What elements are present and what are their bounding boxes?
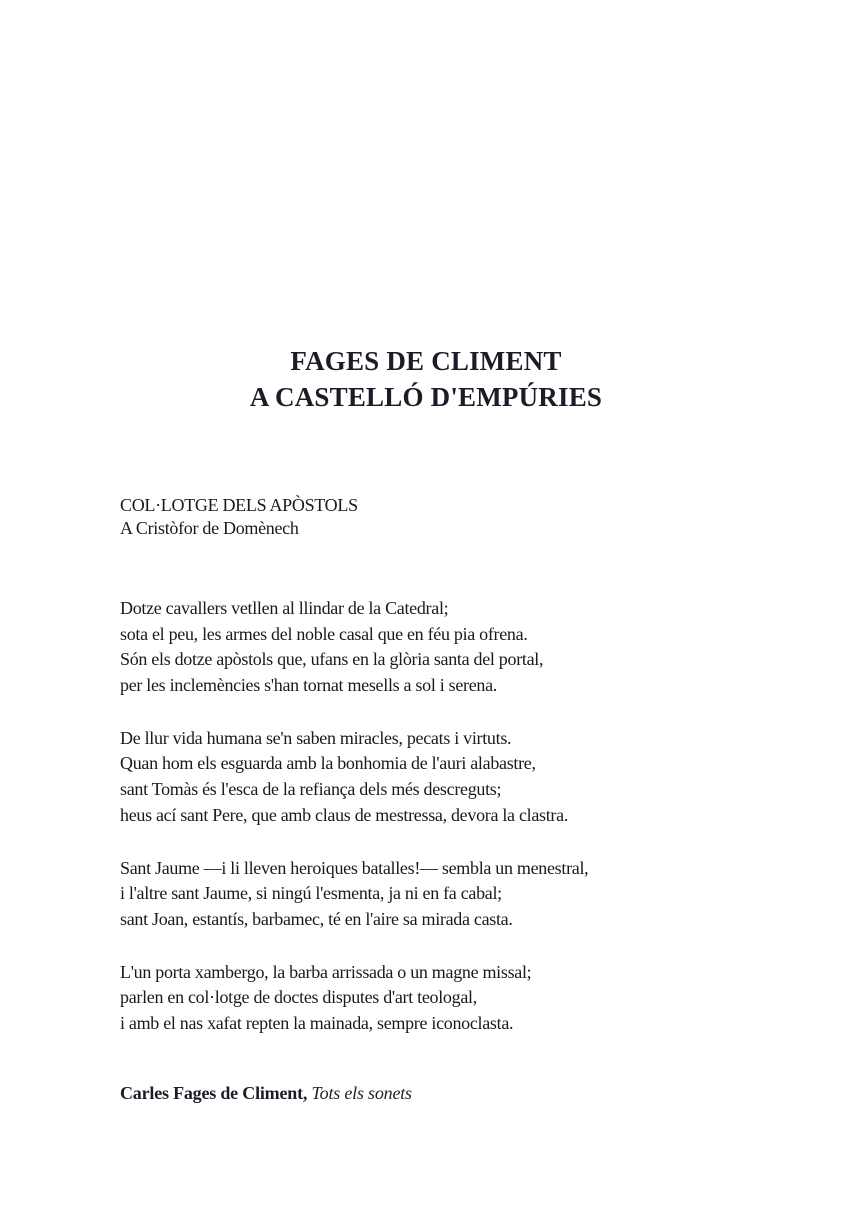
verse-line: Quan hom els esguarda amb la bonhomia de l'auri alabastre, — [120, 753, 536, 774]
poem-dedication: A Cristòfor de Domènech — [120, 518, 299, 538]
verse-line: sota el peu, les armes del noble casal que en féu pia ofrena. — [120, 623, 528, 644]
title-line-2: A CASTELLÓ D'EMPÚRIES — [249, 382, 603, 412]
verse-line: sant Tomàs és l'esca de la refiança dels més descreguts; — [120, 779, 502, 800]
title-line-1: FAGES DE CLIMENT — [290, 346, 562, 376]
verse-line: i amb el nas xafat repten la mainada, sempre iconoclasta. — [120, 1012, 514, 1033]
verse-line: per les inclemències s'han tornat mesells a sol i serena. — [120, 675, 498, 696]
credit-author: Carles Fages de Climent, — [120, 1083, 308, 1103]
verse-line: Sant Jaume —i li lleven heroiques batalles!— sembla un menestral, — [120, 857, 589, 878]
credit-work: Tots els sonets — [311, 1083, 412, 1103]
verse-line: De llur vida humana se'n saben miracles, pecats i virtuts. — [120, 727, 512, 748]
poem-title: COL·LOTGE DELS APÒSTOLS — [120, 495, 358, 515]
source-credit — [120, 1083, 412, 1104]
verse-line: L'un porta xambergo, la barba arrissada o un magne missal; — [120, 961, 532, 982]
verse-line: Són els dotze apòstols que, ufans en la glòria santa del portal, — [120, 649, 544, 670]
stanza — [120, 856, 588, 933]
verse-line: i l'altre sant Jaume, si ningú l'esmenta, ja ni en fa cabal; — [120, 883, 502, 904]
stanza — [120, 960, 588, 1037]
verse-line: parlen en col·lotge de doctes disputes d'art teologal, — [120, 987, 477, 1008]
page-title — [0, 343, 852, 415]
verse-line: Dotze cavallers vetllen al llindar de la Catedral; — [120, 598, 449, 618]
poem-body — [120, 596, 588, 1064]
stanza — [120, 596, 588, 699]
poem-heading — [120, 494, 358, 540]
stanza — [120, 726, 588, 829]
verse-line: sant Joan, estantís, barbamec, té en l'aire sa mirada casta. — [120, 908, 513, 929]
verse-line: heus ací sant Pere, que amb claus de mestressa, devora la clastra. — [120, 804, 569, 825]
